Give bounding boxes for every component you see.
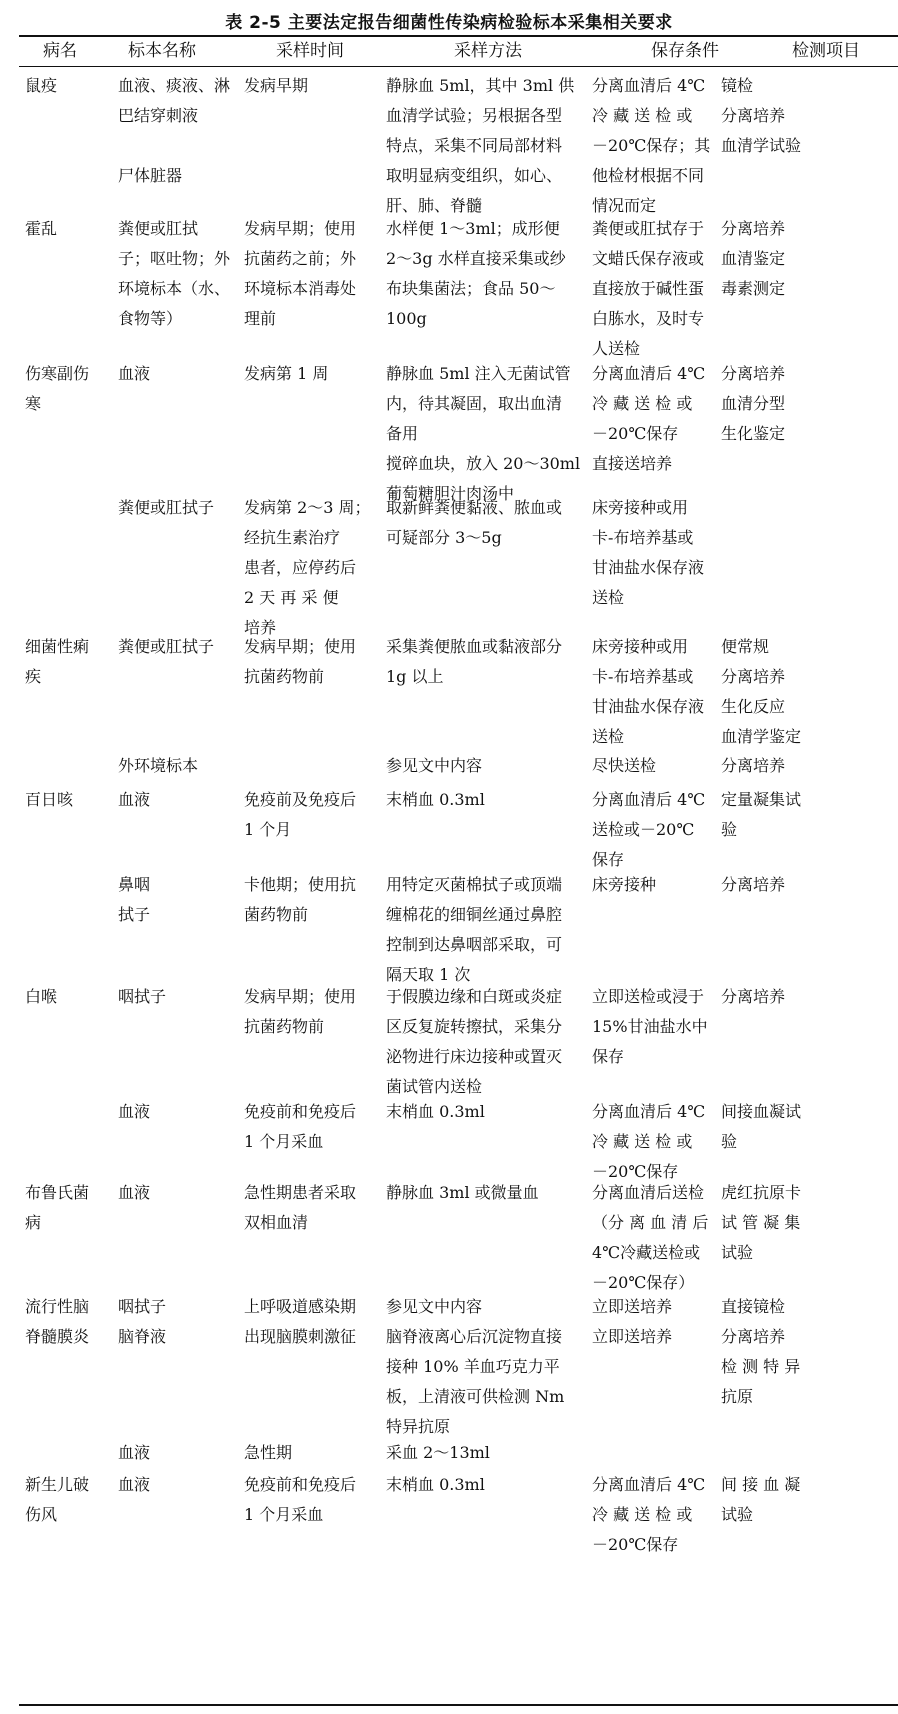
header-test: 检测项目	[792, 41, 860, 61]
cell-method: 用特定灭菌棉拭子或顶端 缠棉花的细铜丝通过鼻腔 控制到达鼻咽部采取，可 隔天取 1 次	[386, 875, 563, 984]
cell-storage: 床旁接种	[592, 875, 657, 894]
cell-specimen: 粪便或肛拭子	[118, 498, 215, 517]
cell-disease: 百日咳	[25, 790, 74, 809]
cell-test: 分离培养 血清分型 生化鉴定	[721, 364, 786, 443]
cell-time: 免疫前和免疫后 1 个月采血	[244, 1475, 357, 1524]
cell-method: 参见文中内容	[386, 756, 483, 775]
table-caption: 表 2-5 主要法定报告细菌性传染病检验标本采集相关要求	[225, 13, 673, 33]
cell-specimen: 外环境标本	[118, 756, 199, 775]
cell-method: 末梢血 0.3ml	[386, 1475, 485, 1494]
cell-test: 分离培养 血清鉴定 毒素测定	[721, 219, 786, 298]
table-top-rule	[19, 35, 898, 37]
cell-method: 静脉血 5ml 注入无菌试管 内，待其凝固，取出血清 备用 搅碎血块，放入 20～30ml 葡萄糖胆汁肉汤中	[386, 364, 581, 503]
cell-test: 间接血凝试 验	[721, 1102, 802, 1151]
cell-specimen: 粪便或肛拭子	[118, 637, 215, 656]
cell-specimen: 粪便或肛拭 子；呕吐物；外 环境标本（水、 食物等）	[118, 219, 231, 328]
header-rule	[19, 66, 898, 67]
cell-specimen: 鼻咽 拭子	[118, 875, 151, 924]
cell-storage: 尽快送检	[592, 756, 657, 775]
cell-time: 发病第 2～3 周； 经抗生素治疗 患者，应停药后 2 天 再 采 便 培养	[244, 498, 371, 637]
header-storage: 保存条件	[651, 41, 719, 61]
table-bottom-rule	[19, 1704, 898, 1706]
cell-storage: 粪便或肛拭存于 文蜡氏保存液或 直接放于碱性蛋 白胨水，及时专 人送检	[592, 219, 705, 358]
cell-time: 免疫前及免疫后 1 个月	[244, 790, 357, 839]
cell-time: 卡他期；使用抗 菌药物前	[244, 875, 357, 924]
cell-method: 取新鲜粪便黏液、脓血或 可疑部分 3～5g	[386, 498, 563, 547]
cell-test: 便常规 分离培养 生化反应 血清学鉴定	[721, 637, 802, 746]
cell-storage: 分离血清后 4℃ 送检或－20℃ 保存	[592, 790, 706, 869]
cell-specimen: 咽拭子	[118, 987, 167, 1006]
cell-specimen: 血液	[118, 364, 151, 383]
cell-specimen: 血液	[118, 790, 151, 809]
cell-method: 采集粪便脓血或黏液部分 1g 以上	[386, 637, 563, 686]
cell-storage: 分离血清后 4℃ 冷 藏 送 检 或 －20℃保存；其 他检材根据不同 情况而定	[592, 76, 711, 215]
cell-disease: 霍乱	[25, 219, 58, 238]
cell-test: 虎红抗原卡 试 管 凝 集 试验	[721, 1183, 802, 1262]
cell-method: 末梢血 0.3ml	[386, 1102, 485, 1121]
cell-method: 采血 2～13ml	[386, 1443, 490, 1462]
cell-time: 发病早期；使用 抗菌药之前；外 环境标本消毒处 理前	[244, 219, 357, 328]
cell-method: 取明显病变组织，如心、 肝、肺、脊髓	[386, 166, 563, 215]
cell-storage: 床旁接种或用 卡-布培养基或 甘油盐水保存液 送检	[592, 637, 705, 746]
header-disease: 病名	[43, 41, 77, 61]
cell-time: 发病早期；使用 抗菌药物前	[244, 987, 357, 1036]
cell-test: 定量凝集试 验	[721, 790, 802, 839]
cell-specimen: 血液	[118, 1102, 151, 1121]
cell-specimen: 血液	[118, 1475, 151, 1494]
cell-specimen: 咽拭子 脑脊液	[118, 1297, 167, 1346]
cell-disease: 伤寒副伤 寒	[25, 364, 90, 413]
cell-test: 镜检 分离培养 血清学试验	[721, 76, 802, 155]
cell-disease: 鼠疫	[25, 76, 58, 95]
cell-storage: 床旁接种或用 卡-布培养基或 甘油盐水保存液 送检	[592, 498, 705, 607]
cell-time: 急性期	[244, 1443, 293, 1462]
cell-storage: 立即送检或浸于 15%甘油盐水中 保存	[592, 987, 708, 1066]
cell-test: 分离培养	[721, 756, 786, 775]
cell-test: 间 接 血 凝 试验	[721, 1475, 801, 1524]
cell-storage: 分离血清后送检 （分 离 血 清 后 4℃冷藏送检或 －20℃保存）	[592, 1183, 709, 1292]
cell-time: 发病早期	[244, 76, 309, 95]
cell-specimen: 血液	[118, 1443, 151, 1462]
cell-method: 静脉血 5ml，其中 3ml 供 血清学试验；另根据各型 特点，采集不同局部材料	[386, 76, 575, 155]
cell-specimen: 血液、痰液、淋 巴结穿刺液	[118, 76, 231, 125]
cell-time: 免疫前和免疫后 1 个月采血	[244, 1102, 357, 1151]
cell-method: 参见文中内容 脑脊液离心后沉淀物直接 接种 10% 羊血巧克力平 板，上清液可供检测 Nm 特异抗原	[386, 1297, 565, 1436]
cell-time: 上呼吸道感染期 出现脑膜刺激征	[244, 1297, 357, 1346]
cell-time: 急性期患者采取 双相血清	[244, 1183, 357, 1232]
cell-storage: 分离血清后 4℃ 冷 藏 送 检 或 －20℃保存 直接送培养	[592, 364, 706, 473]
header-method: 采样方法	[454, 41, 522, 61]
cell-disease: 细菌性痢 疾	[25, 637, 90, 686]
cell-specimen: 血液	[118, 1183, 151, 1202]
cell-time: 发病早期；使用 抗菌药物前	[244, 637, 357, 686]
cell-disease: 布鲁氏菌 病	[25, 1183, 90, 1232]
cell-disease: 新生儿破 伤风	[25, 1475, 90, 1524]
cell-method: 静脉血 3ml 或微量血	[386, 1183, 539, 1202]
cell-storage: 分离血清后 4℃ 冷 藏 送 检 或 －20℃保存	[592, 1102, 706, 1181]
cell-method: 水样便 1～3ml；成形便 2～3g 水样直接采集或纱 布块集菌法；食品 50～100g	[386, 219, 566, 328]
cell-method: 末梢血 0.3ml	[386, 790, 485, 809]
cell-disease: 流行性脑 脊髓膜炎	[25, 1297, 90, 1346]
cell-storage: 立即送培养 立即送培养	[592, 1297, 673, 1346]
header-specimen: 标本名称	[128, 41, 196, 61]
cell-test: 分离培养	[721, 987, 786, 1006]
cell-disease: 白喉	[25, 987, 58, 1006]
cell-storage: 分离血清后 4℃ 冷 藏 送 检 或 －20℃保存	[592, 1475, 706, 1554]
cell-specimen: 尸体脏器	[118, 166, 183, 185]
cell-time: 发病第 1 周	[244, 364, 329, 383]
cell-test: 分离培养	[721, 875, 786, 894]
cell-method: 于假膜边缘和白斑或炎症 区反复旋转擦拭，采集分 泌物进行床边接种或置灭 菌试管内送检	[386, 987, 563, 1096]
cell-test: 直接镜检 分离培养 检 测 特 异 抗原	[721, 1297, 801, 1406]
header-time: 采样时间	[276, 41, 344, 61]
